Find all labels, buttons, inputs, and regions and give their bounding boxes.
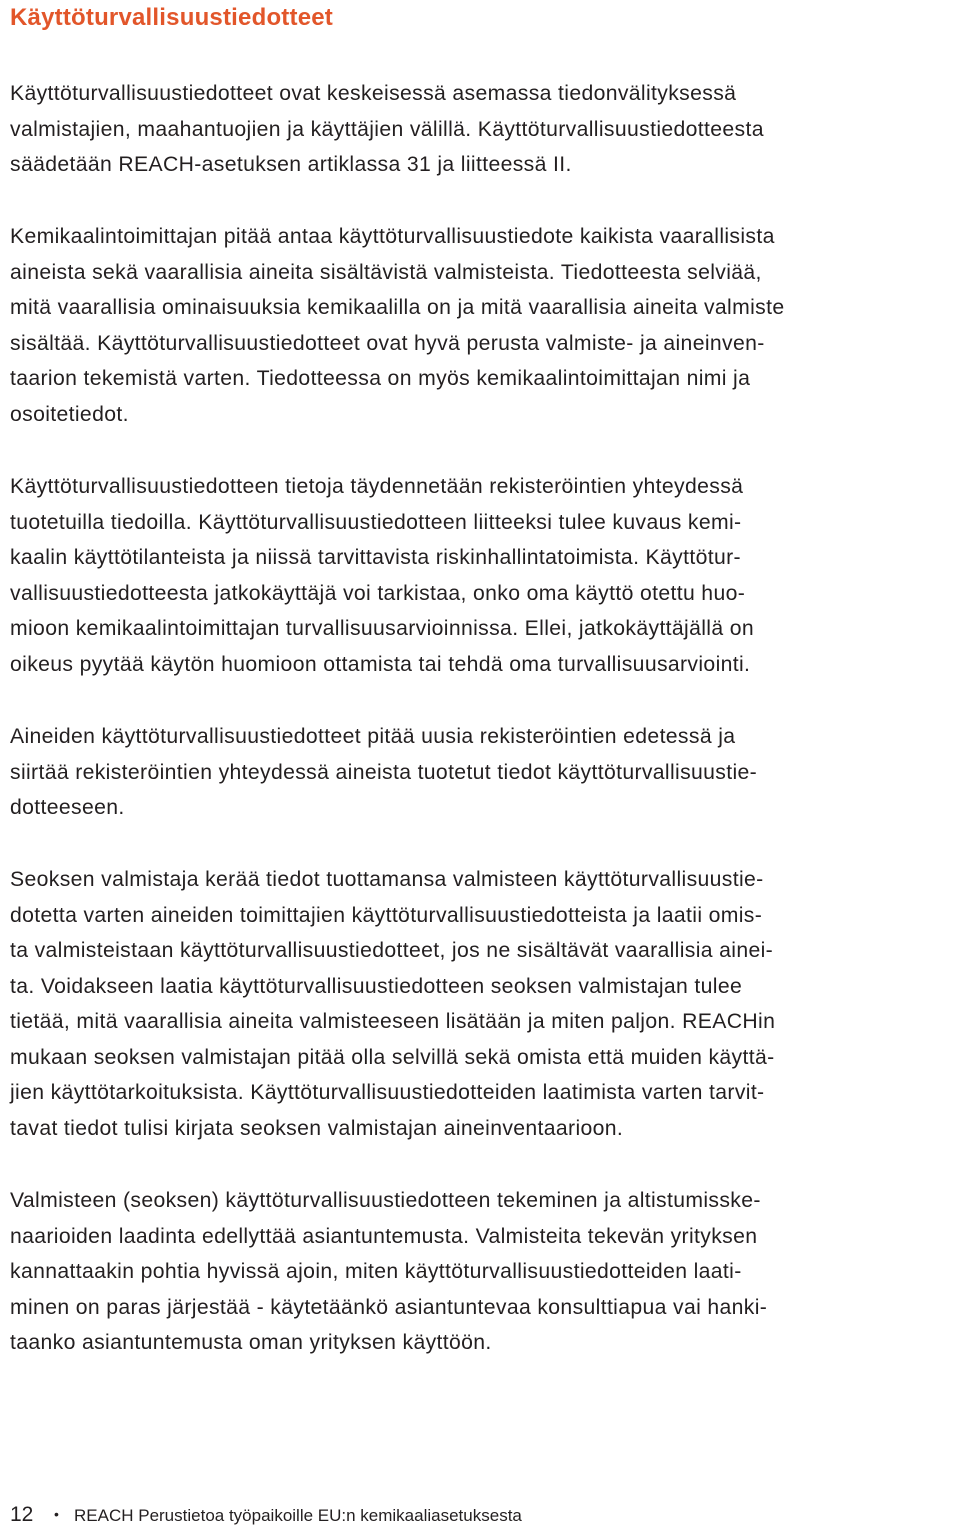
text-line: taarion tekemistä varten. Tiedotteessa on myös kemikaalintoimittajan nimi ja xyxy=(10,367,751,390)
page-number: 12 xyxy=(10,1503,34,1526)
text-line: Käyttöturvallisuustiedotteet ovat keskeisessä asemassa tiedonvälityksessä xyxy=(10,82,737,105)
page-title: Käyttöturvallisuustiedotteet xyxy=(10,4,333,31)
text-line: kaalin käyttötilanteista ja niissä tarvittavista riskinhallintatoimista. Käyttötur- xyxy=(10,546,741,569)
text-line: jien käyttötarkoituksista. Käyttöturvallisuustiedotteiden laatimista varten tarvit- xyxy=(10,1081,765,1104)
text-line: mioon kemikaalintoimittajan turvallisuusarvioinnissa. Ellei, jatkokäyttäjällä on xyxy=(10,617,754,640)
text-line: oikeus pyytää käytön huomioon ottamista tai tehdä oma turvallisuusarviointi. xyxy=(10,652,751,676)
text-line: Käyttöturvallisuustiedotteen tietoja täydennetään rekisteröintien yhteydessä xyxy=(10,475,744,498)
text-line: valmistajien, maahantuojien ja käyttäjien välillä. Käyttöturvallisuustiedotteesta xyxy=(10,117,764,141)
text-line: mitä vaarallisia ominaisuuksia kemikaalilla on ja mitä vaarallisia aineita valmiste xyxy=(10,296,785,319)
text-line: siirtää rekisteröintien yhteydessä aineista tuotetut tiedot käyttöturvallisuustie- xyxy=(10,760,758,784)
text-line: ta valmisteistaan käyttöturvallisuustiedotteet, jos ne sisältävät vaarallisia ainei- xyxy=(10,939,774,962)
text-line: Seoksen valmistaja kerää tiedot tuottamansa valmisteen käyttöturvallisuustie- xyxy=(10,868,764,891)
text-line: naarioiden laadinta edellyttää asiantuntemusta. Valmisteita tekevän yrityksen xyxy=(10,1224,758,1248)
text-line: taanko asiantuntemusta oman yrityksen käyttöön. xyxy=(10,1331,492,1354)
paragraph-1 xyxy=(10,76,956,183)
text-line: aineista sekä vaarallisia aineita sisältävistä valmisteista. Tiedotteesta selviää, xyxy=(10,260,762,284)
text-line: säädetään REACH-asetuksen artiklassa 31 ja liitteessä II. xyxy=(10,153,572,176)
paragraph-6 xyxy=(10,1183,956,1361)
bullet-icon: • xyxy=(54,1506,59,1522)
text-line: mukaan seoksen valmistajan pitää olla selvillä sekä omista että muiden käyttä- xyxy=(10,1045,775,1069)
text-line: minen on paras järjestää - käytetäänkö asiantuntevaa konsulttiapua vai hanki- xyxy=(10,1295,768,1319)
text-line: Kemikaalintoimittajan pitää antaa käyttöturvallisuustiedote kaikista vaarallisista xyxy=(10,225,775,248)
text-line: sisältää. Käyttöturvallisuustiedotteet ovat hyvä perusta valmiste- ja aineinven- xyxy=(10,331,765,355)
text-line: osoitetiedot. xyxy=(10,402,129,426)
text-line: Valmisteen (seoksen) käyttöturvallisuustiedotteen tekeminen ja altistumisske- xyxy=(10,1189,761,1212)
running-title: REACH Perustietoa työpaikoille EU:n kemikaaliasetuksesta xyxy=(74,1506,522,1525)
text-line: tuotetuilla tiedoilla. Käyttöturvallisuustiedotteen liitteeksi tulee kuvaus kemi- xyxy=(10,510,742,534)
paragraph-4 xyxy=(10,719,956,826)
text-line: tietää, mitä vaarallisia aineita valmisteeseen lisätään ja miten paljon. REACHin xyxy=(10,1010,776,1033)
text-line: vallisuustiedotteesta jatkokäyttäjä voi tarkistaa, onko oma käyttö otettu huo- xyxy=(10,581,746,605)
text-line: tavat tiedot tulisi kirjata seoksen valmistajan aineinventaarioon. xyxy=(10,1116,624,1140)
text-line: dotetta varten aineiden toimittajien käyttöturvallisuustiedotteista ja laatii omis- xyxy=(10,903,763,927)
text-line: Aineiden käyttöturvallisuustiedotteet pitää uusia rekisteröintien edetessä ja xyxy=(10,725,736,748)
text-line: kannattaakin pohtia hyvissä ajoin, miten käyttöturvallisuustiedotteiden laati- xyxy=(10,1260,742,1283)
paragraph-3 xyxy=(10,469,956,682)
text-line: dotteeseen. xyxy=(10,796,125,819)
paragraph-2 xyxy=(10,219,956,432)
page-footer xyxy=(10,1503,522,1527)
text-line: ta. Voidakseen laatia käyttöturvallisuustiedotteen seoksen valmistajan tulee xyxy=(10,974,743,998)
paragraph-5 xyxy=(10,862,956,1146)
